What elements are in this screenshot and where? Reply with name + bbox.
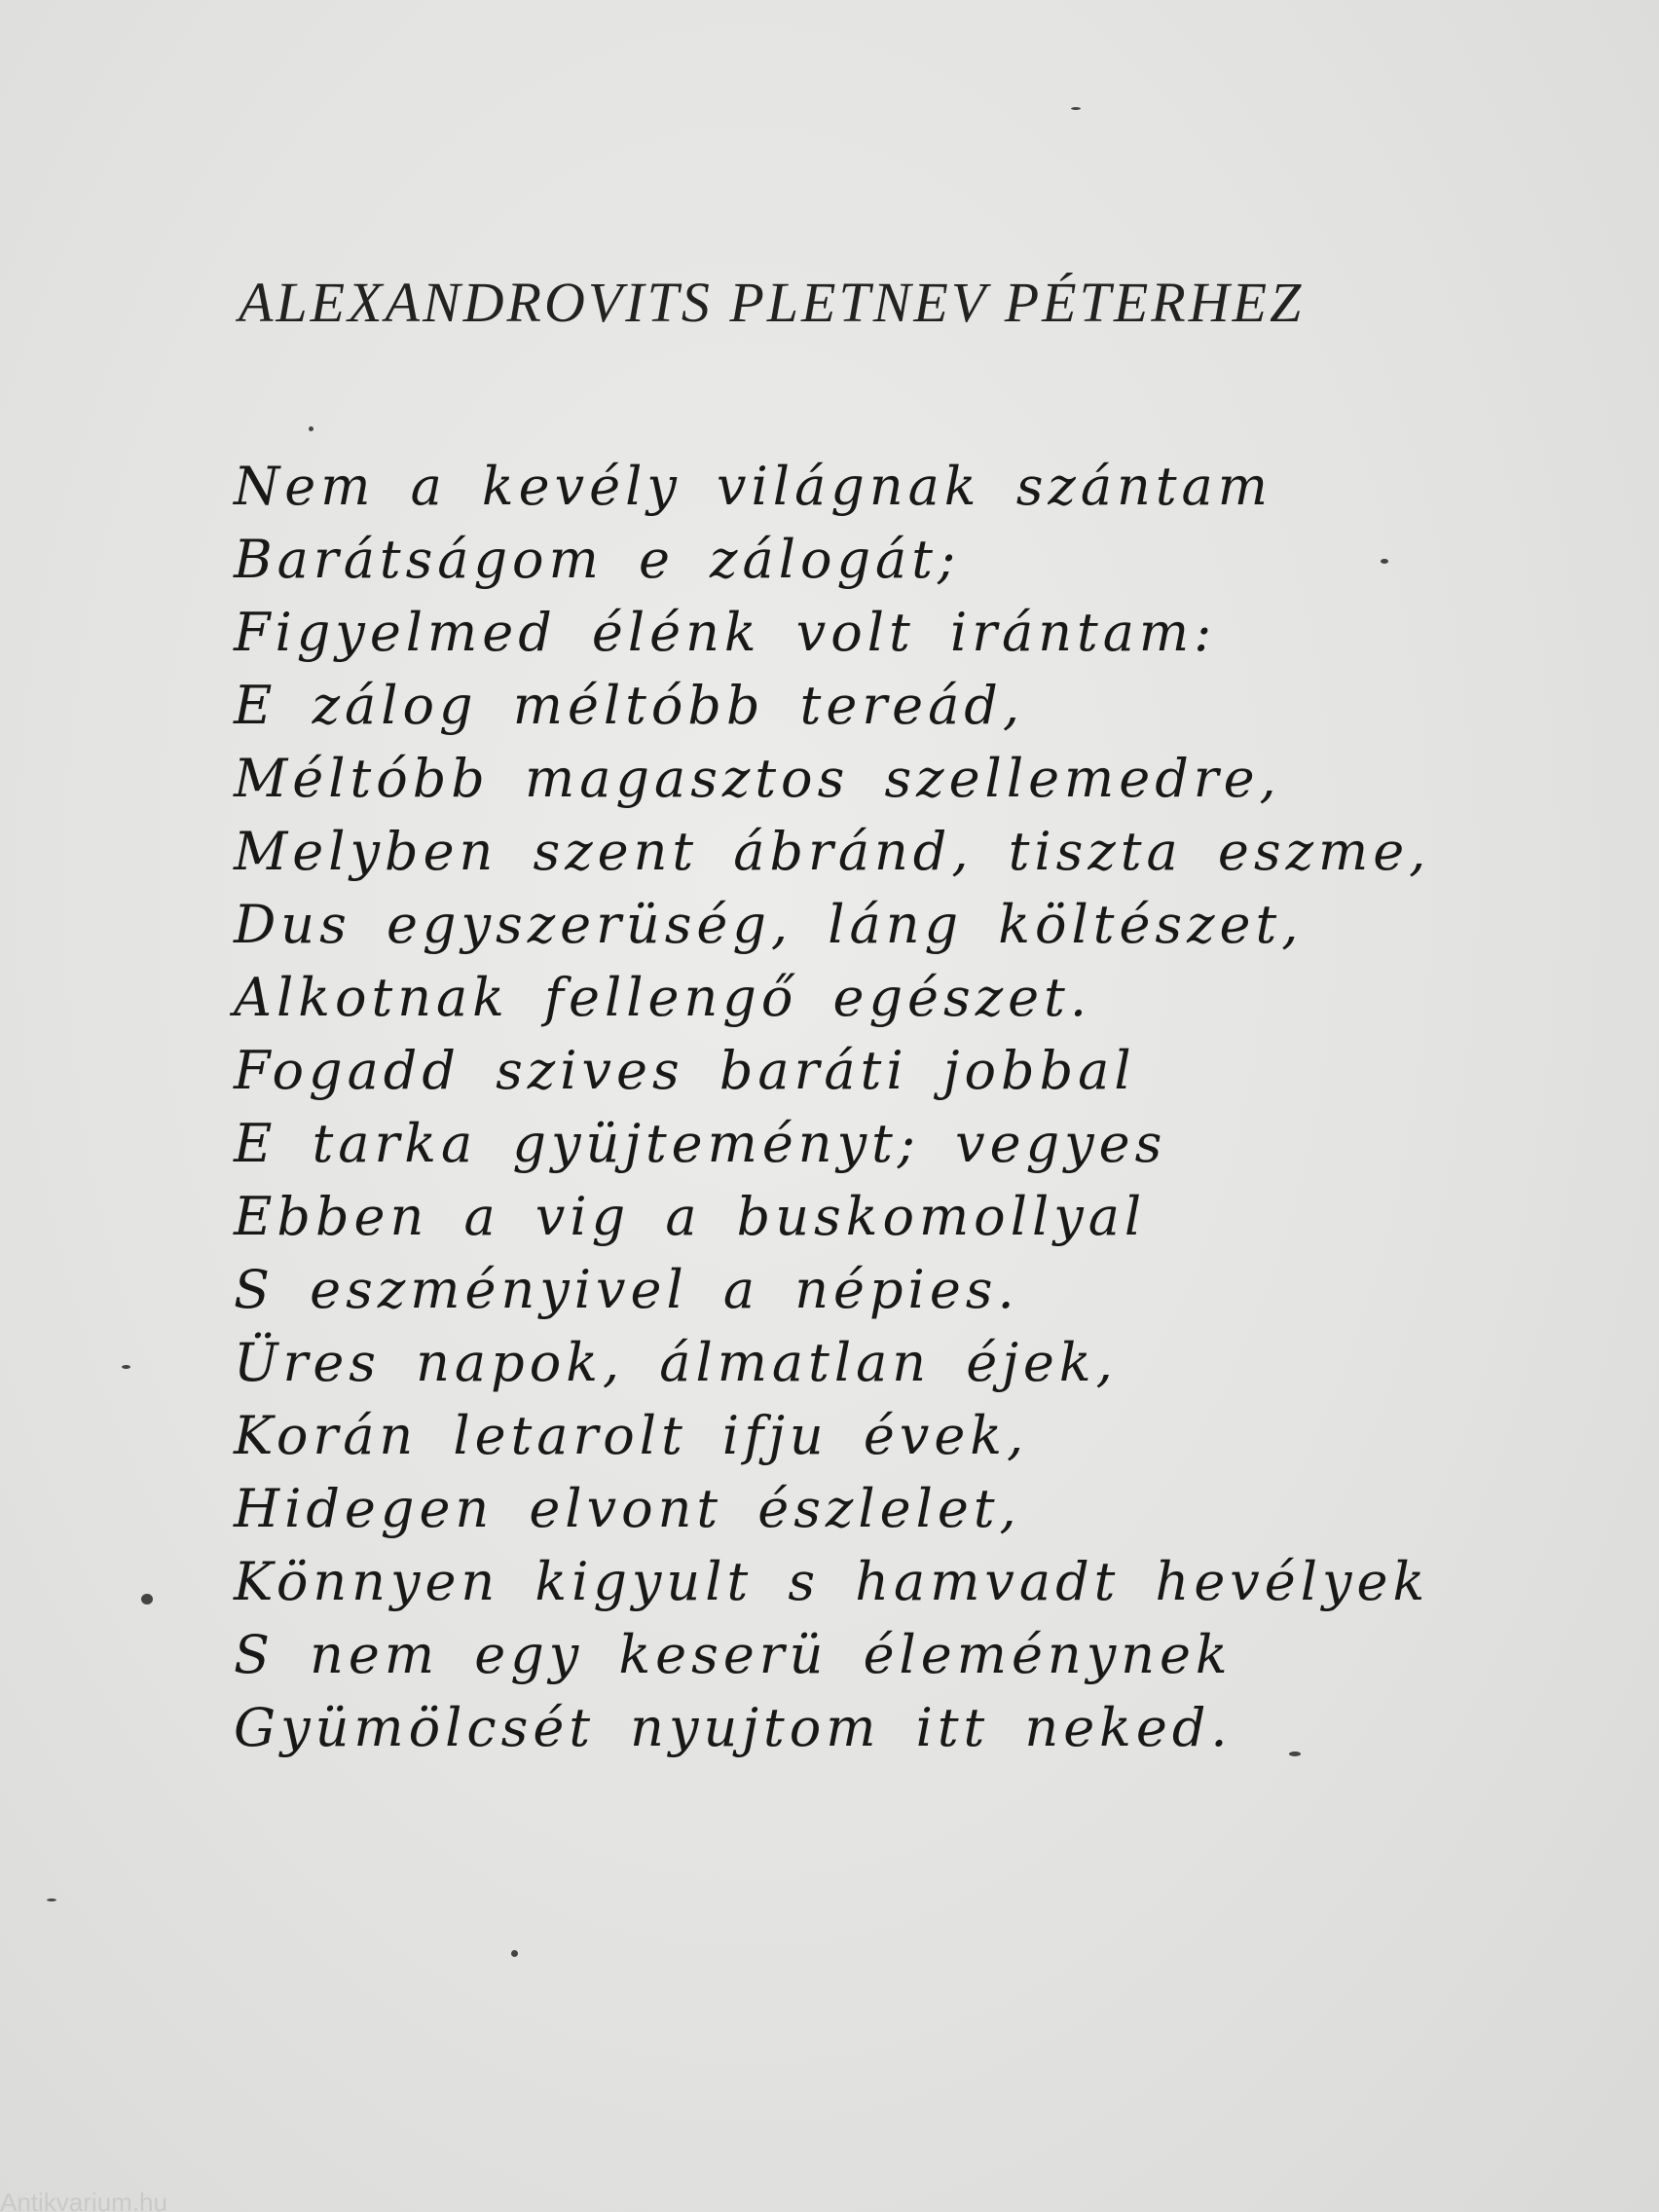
poem-line: Fogadd szives baráti jobbal [234,1040,1136,1101]
paper-speck [309,426,313,431]
paper-speck [122,1365,130,1369]
poem-line: Ebben a vig a buskomollyal [234,1186,1147,1247]
poem-line: Korán letarolt ifju évek, [234,1405,1029,1466]
paper-speck [47,1899,56,1901]
poem-title: ALEXANDROVITS PLETNEV PÉTERHEZ [239,271,1305,334]
poem-line: E zálog méltóbb tereád, [234,675,1025,736]
poem-line: Hidegen elvont észlelet, [234,1478,1021,1539]
watermark: Antikvarium.hu [0,2193,167,2212]
poem-line: Könnyen kigyult s hamvadt hevélyek [234,1551,1430,1612]
paper-speck [1381,559,1388,564]
poem-body [234,450,1430,1764]
paper-speck [1289,1751,1301,1756]
poem-line: S nem egy keserü éleménynek [234,1624,1233,1685]
poem-line: Gyümölcsét nyujtom itt neked. [234,1697,1233,1758]
paper-speck [511,1950,518,1957]
poem-line: Melyben szent ábránd, tiszta eszme, [234,821,1431,882]
poem-line: Méltóbb magasztos szellemedre, [234,748,1281,809]
poem-line: S eszményivel a népies. [234,1259,1019,1320]
poem-line: Barátságom e zálogát; [234,529,961,590]
poem-line: E tarka gyüjteményt; vegyes [234,1113,1167,1174]
poem-line: Dus egyszerüség, láng költészet, [234,894,1304,955]
poem-line: Üres napok, álmatlan éjek, [234,1332,1118,1393]
poem-line: Figyelmed élénk volt irántam: [234,602,1217,663]
paper-speck [1071,107,1081,110]
poem-line: Alkotnak fellengő egészet. [234,967,1091,1028]
paper-speck [141,1594,153,1604]
poem-line: Nem a kevély világnak szántam [234,456,1272,517]
